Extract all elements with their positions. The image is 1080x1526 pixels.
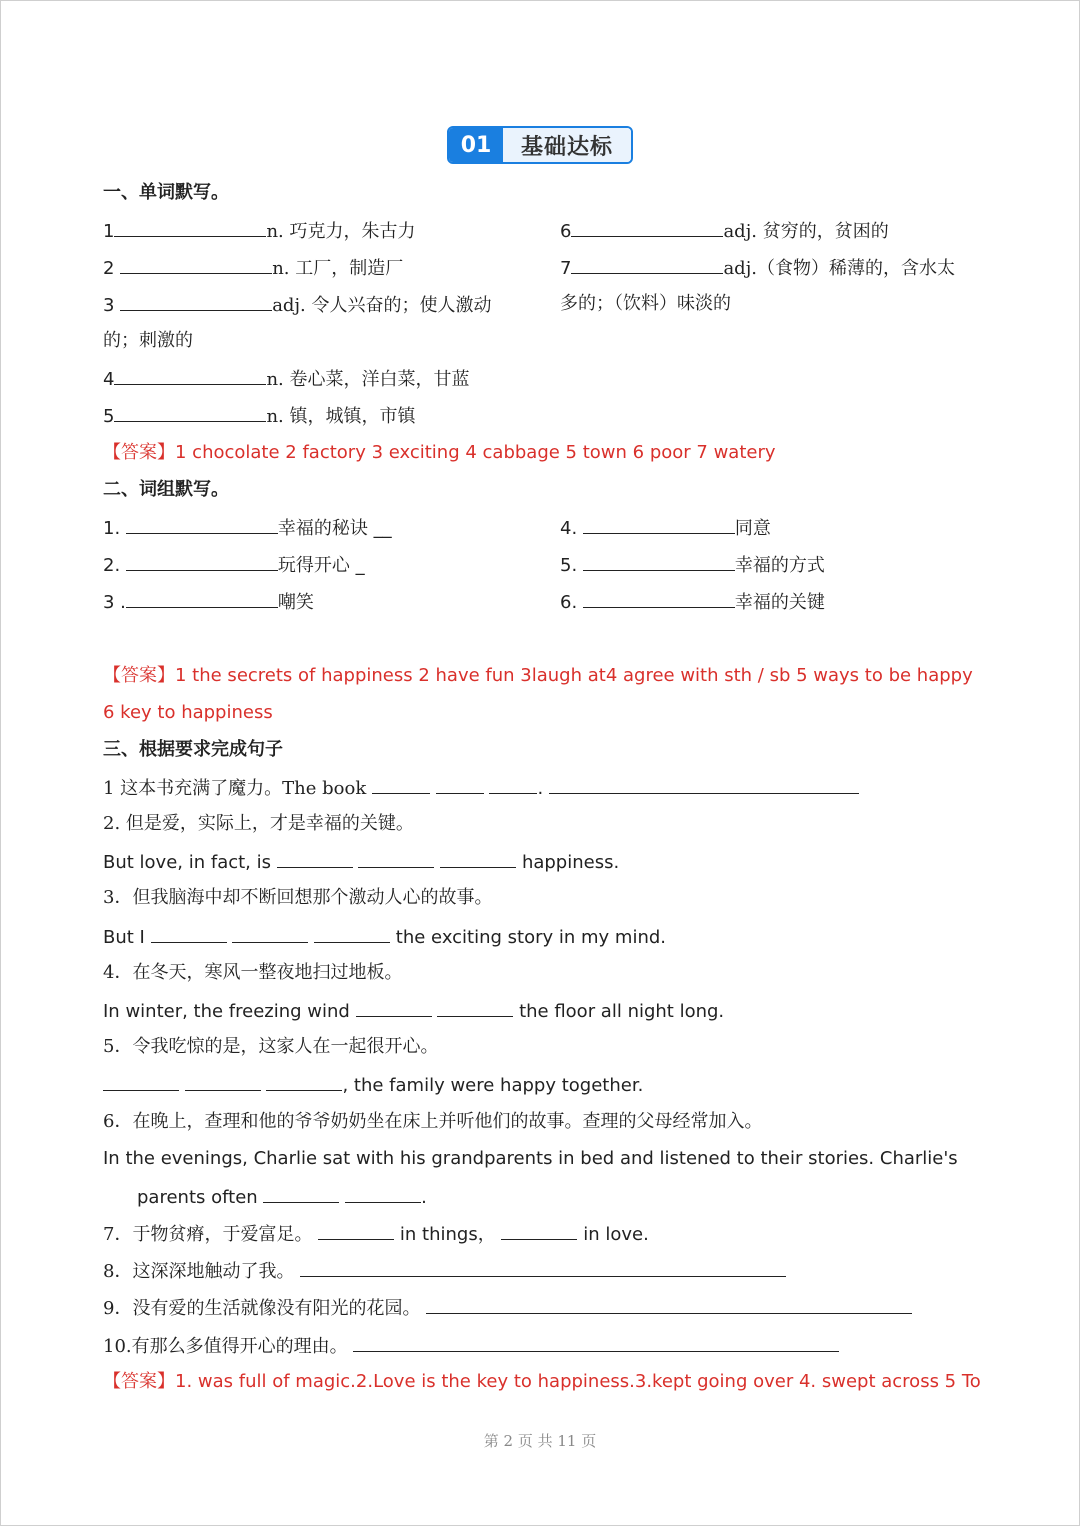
vocab-item-7: 7 adj.（食物）稀薄的，含水太 [560, 255, 955, 281]
sentence-9: 9．没有爱的生活就像没有阳光的花园。 [103, 1295, 912, 1321]
page-footer: 第 2 页 共 11 页 [483, 1432, 597, 1450]
phrase-item-4: 4. 同意 [560, 515, 771, 541]
sec1-answer: 【答案】1 chocolate 2 factory 3 exciting 4 cabbage 5 town 6 poor 7 watery [103, 442, 776, 463]
vocab-item-2: 2 n. 工厂，制造厂 [103, 255, 403, 281]
sentence-6-cn: 6．在晚上，查理和他的爷爷奶奶坐在床上并听他们的故事。查理的父母经常加入。 [103, 1111, 763, 1132]
vocab-item-7-cont: 多的；（饮料）味淡的 [560, 293, 731, 314]
sec2-answer-line1: 【答案】1 the secrets of happiness 2 have fun 3laugh at4 agree with sth / sb 5 ways to be happy [103, 665, 973, 686]
sec2-answer-line2: 6 key to happiness [103, 702, 273, 723]
sec3-title: 三、根据要求完成句子 [103, 739, 283, 760]
sentence-3-en: But I the exciting story in my mind. [103, 924, 666, 950]
sentence-1: 1 这本书充满了魔力。The book . [103, 775, 859, 801]
vocab-item-4: 4 n. 卷心菜，洋白菜，甘蓝 [103, 366, 470, 392]
vocab-item-6: 6 adj. 贫穷的，贫困的 [560, 218, 889, 244]
sec3-answer: 【答案】1. was full of magic.2.Love is the key to happiness.3.kept going over 4. swept across 5 To [103, 1371, 981, 1392]
sentence-2-cn: 2. 但是爱，实际上，才是幸福的关键。 [103, 813, 414, 834]
sentence-3-cn: 3．但我脑海中却不断回想那个激动人心的故事。 [103, 887, 493, 908]
sentence-7: 7．于物贫瘠，于爱富足。 in things， in love. [103, 1221, 649, 1247]
phrase-item-3: 3 . 嘲笑 [103, 589, 314, 615]
sec2-title: 二、词组默写。 [103, 479, 229, 500]
phrase-item-1: 1. 幸福的秘诀 __ [103, 515, 392, 541]
sentence-5-cn: 5．令我吃惊的是，这家人在一起很开心。 [103, 1036, 439, 1057]
sentence-6-en-line1: In the evenings, Charlie sat with his grandparents in bed and listened to their stories. Charlie's [103, 1148, 958, 1169]
vocab-item-3: 3 adj. 令人兴奋的；使人激动 [103, 292, 491, 318]
section-header-badge [447, 126, 633, 164]
phrase-item-5: 5. 幸福的方式 [560, 552, 825, 578]
vocab-item-3-cont: 的；刺激的 [103, 330, 193, 351]
vocab-item-1: 1 n. 巧克力，朱古力 [103, 218, 416, 244]
sentence-8: 8．这深深地触动了我。 [103, 1258, 786, 1284]
section-number: 01 [449, 128, 503, 162]
sentence-5-en: , the family were happy together. [103, 1072, 643, 1098]
sentence-6-en-line2: parents often . [137, 1184, 427, 1210]
sentence-2-en: But love, in fact, is happiness. [103, 849, 619, 875]
phrase-item-2: 2. 玩得开心 _ [103, 552, 365, 578]
sentence-4-cn: 4．在冬天，寒风一整夜地扫过地板。 [103, 962, 403, 983]
sec1-title: 一、单词默写。 [103, 182, 229, 203]
vocab-item-5: 5 n. 镇，城镇，市镇 [103, 403, 416, 429]
sentence-4-en: In winter, the freezing wind the floor all night long. [103, 998, 724, 1024]
phrase-item-6: 6. 幸福的关键 [560, 589, 825, 615]
sentence-10: 10.有那么多值得开心的理由。 [103, 1333, 839, 1359]
section-title: 基础达标 [503, 128, 631, 162]
